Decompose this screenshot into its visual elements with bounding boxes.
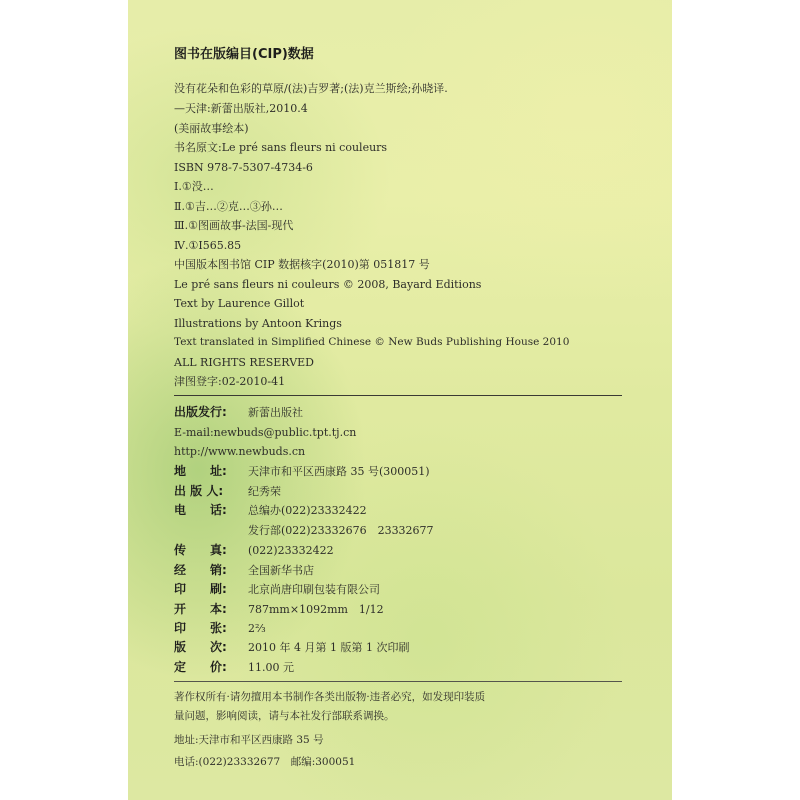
detail-label: 开 本: <box>174 602 227 616</box>
detail-value: 总编办(022)23332422 <box>248 504 367 517</box>
copyright-page <box>128 0 672 800</box>
cip-line: Text by Laurence Gillot <box>174 297 305 310</box>
detail-label: 印 刷: <box>174 582 227 596</box>
detail-value: 发行部(022)23332676 23332677 <box>248 524 434 537</box>
detail-value: 北京尚唐印刷包装有限公司 <box>248 583 380 596</box>
notice-address: 地址:天津市和平区西康路 35 号 <box>174 734 324 746</box>
cip-line: Ⅱ.①吉…②克…③孙… <box>174 200 283 213</box>
publisher-label: 出版发行: <box>174 405 227 419</box>
notice-contact: 电话:(022)23332677 邮编:300051 <box>174 756 356 768</box>
cip-line: Ⅲ.①图画故事-法国-现代 <box>174 219 294 232</box>
cip-line: ISBN 978-7-5307-4734-6 <box>174 161 313 174</box>
publisher-name: 新蕾出版社 <box>248 406 303 419</box>
cip-line: (美丽故事绘本) <box>174 122 249 135</box>
detail-value: 全国新华书店 <box>248 564 314 577</box>
cip-line: 中国版本图书馆 CIP 数据核字(2010)第 051817 号 <box>174 258 430 271</box>
detail-value: 2⅔ <box>248 622 266 635</box>
cip-line: Le pré sans fleurs ni couleurs © 2008, Bayard Editions <box>174 278 482 291</box>
detail-value: 2010 年 4 月第 1 版第 1 次印刷 <box>248 641 410 654</box>
detail-value: 787mm×1092mm 1/12 <box>248 603 384 616</box>
detail-value: 11.00 元 <box>248 661 294 674</box>
cip-line: —天津:新蕾出版社,2010.4 <box>174 102 308 115</box>
detail-value: 纪秀荣 <box>248 485 281 498</box>
publisher-email: E-mail:newbuds@public.tpt.tj.cn <box>174 426 357 439</box>
detail-value: 天津市和平区西康路 35 号(300051) <box>248 465 430 478</box>
detail-label: 版 次: <box>174 640 227 654</box>
cip-line: 书名原文:Le pré sans fleurs ni couleurs <box>174 141 388 154</box>
cip-header: 图书在版编目(CIP)数据 <box>174 47 314 62</box>
notice-line: 著作权所有·请勿擅用本书制作各类出版物·违者必究，如发现印装质 <box>174 691 486 703</box>
divider-rule <box>174 395 622 396</box>
detail-label: 传 真: <box>174 543 227 557</box>
cip-line: Illustrations by Antoon Krings <box>174 317 342 330</box>
detail-label: 定 价: <box>174 660 227 674</box>
notice-line: 量问题，影响阅读，请与本社发行部联系调换。 <box>174 710 395 722</box>
detail-value: (022)23332422 <box>248 544 334 557</box>
cip-line: 津图登字:02-2010-41 <box>174 375 286 388</box>
detail-label: 出 版 人: <box>174 484 224 498</box>
cip-line: Text translated in Simplified Chinese © New Buds Publishing House 2010 <box>174 336 570 348</box>
cip-line: Ⅰ.①没… <box>174 180 214 193</box>
divider-rule <box>174 681 622 682</box>
cip-line: 没有花朵和色彩的草原/(法)吉罗著;(法)克兰斯绘;孙晓译. <box>174 82 448 95</box>
detail-label: 经 销: <box>174 563 227 577</box>
detail-label: 电 话: <box>174 503 227 517</box>
detail-label: 印 张: <box>174 621 227 635</box>
publisher-url: http://www.newbuds.cn <box>174 445 306 458</box>
detail-label: 地 址: <box>174 464 227 478</box>
cip-line: Ⅳ.①I565.85 <box>174 239 242 252</box>
cip-line: ALL RIGHTS RESERVED <box>174 356 314 369</box>
